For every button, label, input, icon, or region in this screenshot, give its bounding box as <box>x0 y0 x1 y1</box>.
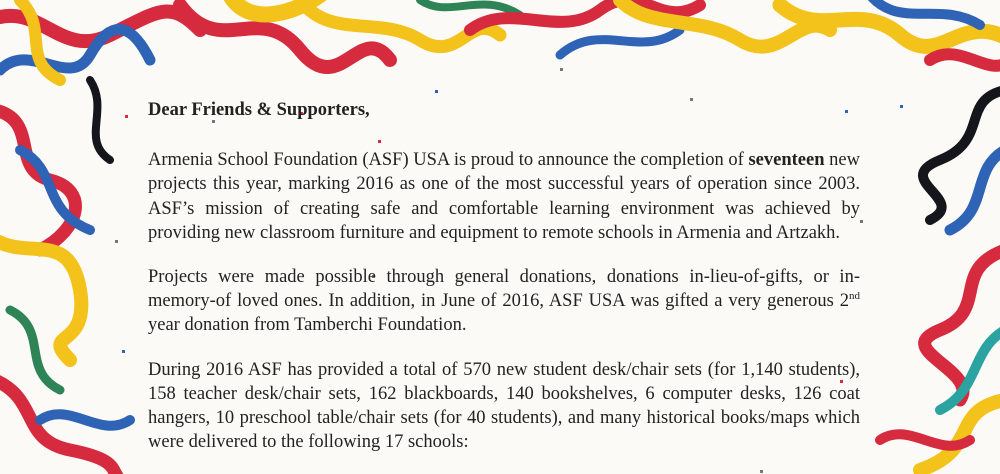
streamer-left-g <box>90 80 110 160</box>
paragraph-funding <box>148 265 860 338</box>
ordinal-superscript: nd <box>849 290 860 303</box>
streamer-right-a <box>923 90 1000 220</box>
paragraph-completion <box>148 148 860 245</box>
streamer-right-e <box>920 400 1000 470</box>
streamer-right-b <box>950 150 1000 230</box>
streamer-left-a <box>0 110 75 250</box>
salutation: Dear Friends & Supporters, <box>148 100 370 120</box>
letter-body <box>148 98 860 474</box>
streamer-top-right-c <box>930 54 1000 66</box>
streamer-right-c <box>925 250 1000 400</box>
paragraph-completion-start: Armenia School Foundation (ASF) USA is proud to announce the completion of <box>148 150 744 171</box>
streamer-left-c <box>0 240 81 360</box>
projects-count-bold: seventeen <box>748 150 825 171</box>
streamer-top-mid-f <box>560 30 680 55</box>
paragraph-funding-start: Projects were made possible through general donations, donations in-lieu-of-gifts, or in-memory-of loved ones. In addition, in June of 2016, ASF USA was gifted a very generous 2 <box>148 267 860 312</box>
streamer-left-f <box>40 414 130 426</box>
streamer-left-d <box>10 310 60 390</box>
paragraph-funding-end: year donation from Tamberchi Foundation. <box>148 315 467 336</box>
paragraph-deliveries: During 2016 ASF has provided a total of 570 new student desk/chair sets (for 1,140 students), 158 teacher desk/chair sets, 162 blackboards, 140 bookshelves, 6 computer desks, 126 coat hangers, 10 preschool table/chair sets (for 40 students), and many historical books/maps which were delivered to the following 17 schools: <box>148 359 860 453</box>
paragraph-completion-end: new projects this year, marking 2016 as one of the most successful years of operation since 2003. ASF’s mission of creating safe and comfortable learning environment was achieved by providing new classroom furniture and equipment to remote schools in Armenia and Artzakh. <box>148 150 860 243</box>
